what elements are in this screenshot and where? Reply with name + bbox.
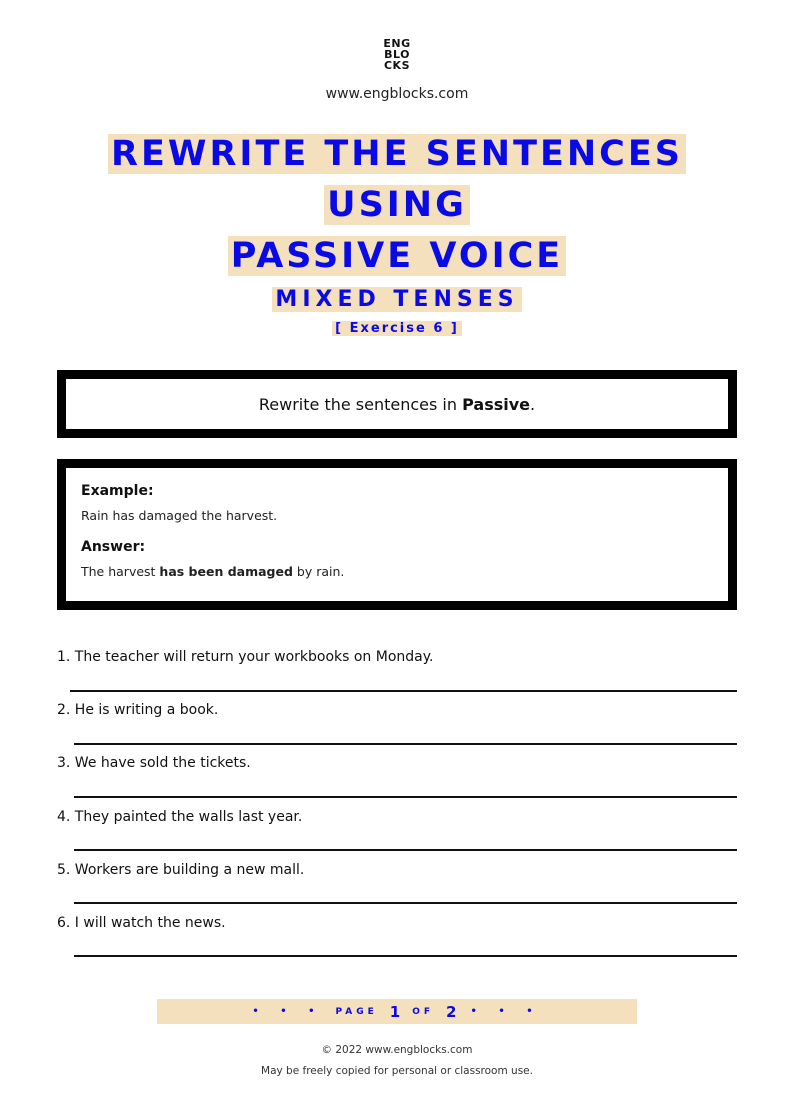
example-label: Example: <box>81 483 154 499</box>
question-3: 3. We have sold the tickets. <box>57 755 251 771</box>
example-text: Rain has damaged the harvest. <box>81 508 278 523</box>
usage-note: May be freely copied for personal or classroom use. <box>261 1065 533 1077</box>
answer-line-2[interactable] <box>74 743 737 745</box>
logo-line-3: CKS <box>383 59 411 72</box>
title-line-3: PASSIVE VOICE <box>0 234 794 278</box>
title-line-2: USING <box>0 183 794 227</box>
question-6: 6. I will watch the news. <box>57 915 226 931</box>
copyright: © 2022 www.engblocks.com <box>321 1044 473 1056</box>
of-word: OF <box>412 1006 435 1017</box>
example-box <box>57 459 737 610</box>
question-2: 2. He is writing a book. <box>57 702 219 718</box>
title-line-1: REWRITE THE SENTENCES <box>0 132 794 176</box>
instruction-text: Rewrite the sentences in Passive. <box>258 394 536 414</box>
answer-label: Answer: <box>81 539 146 555</box>
answer-text: The harvest has been damaged by rain. <box>81 564 345 579</box>
dots-left: • • • <box>252 1006 324 1017</box>
answer-line-1[interactable] <box>70 690 737 692</box>
exercise-label: [ Exercise 6 ] <box>0 320 794 338</box>
answer-line-5[interactable] <box>74 902 737 904</box>
logo-line-1: ENG <box>383 37 411 50</box>
engblocks-logo <box>0 38 794 71</box>
page-total: 2 <box>446 1002 457 1021</box>
question-4: 4. They painted the walls last year. <box>57 809 303 825</box>
page-word: PAGE <box>335 1006 378 1017</box>
page-number: 1 <box>389 1002 401 1021</box>
dots-right: • • • <box>470 1006 542 1017</box>
question-5: 5. Workers are building a new mall. <box>57 862 305 878</box>
instruction-bold: Passive <box>462 394 531 414</box>
subtitle: MIXED TENSES <box>0 286 794 314</box>
answer-line-4[interactable] <box>74 849 737 851</box>
answer-line-6[interactable] <box>74 955 737 957</box>
page-indicator <box>157 999 637 1024</box>
site-url[interactable]: www.engblocks.com <box>325 86 469 102</box>
question-1: 1. The teacher will return your workbooks on Monday. <box>57 649 434 665</box>
answer-line-3[interactable] <box>74 796 737 798</box>
logo-line-2: BLO <box>384 48 410 61</box>
instruction-box <box>57 370 737 438</box>
